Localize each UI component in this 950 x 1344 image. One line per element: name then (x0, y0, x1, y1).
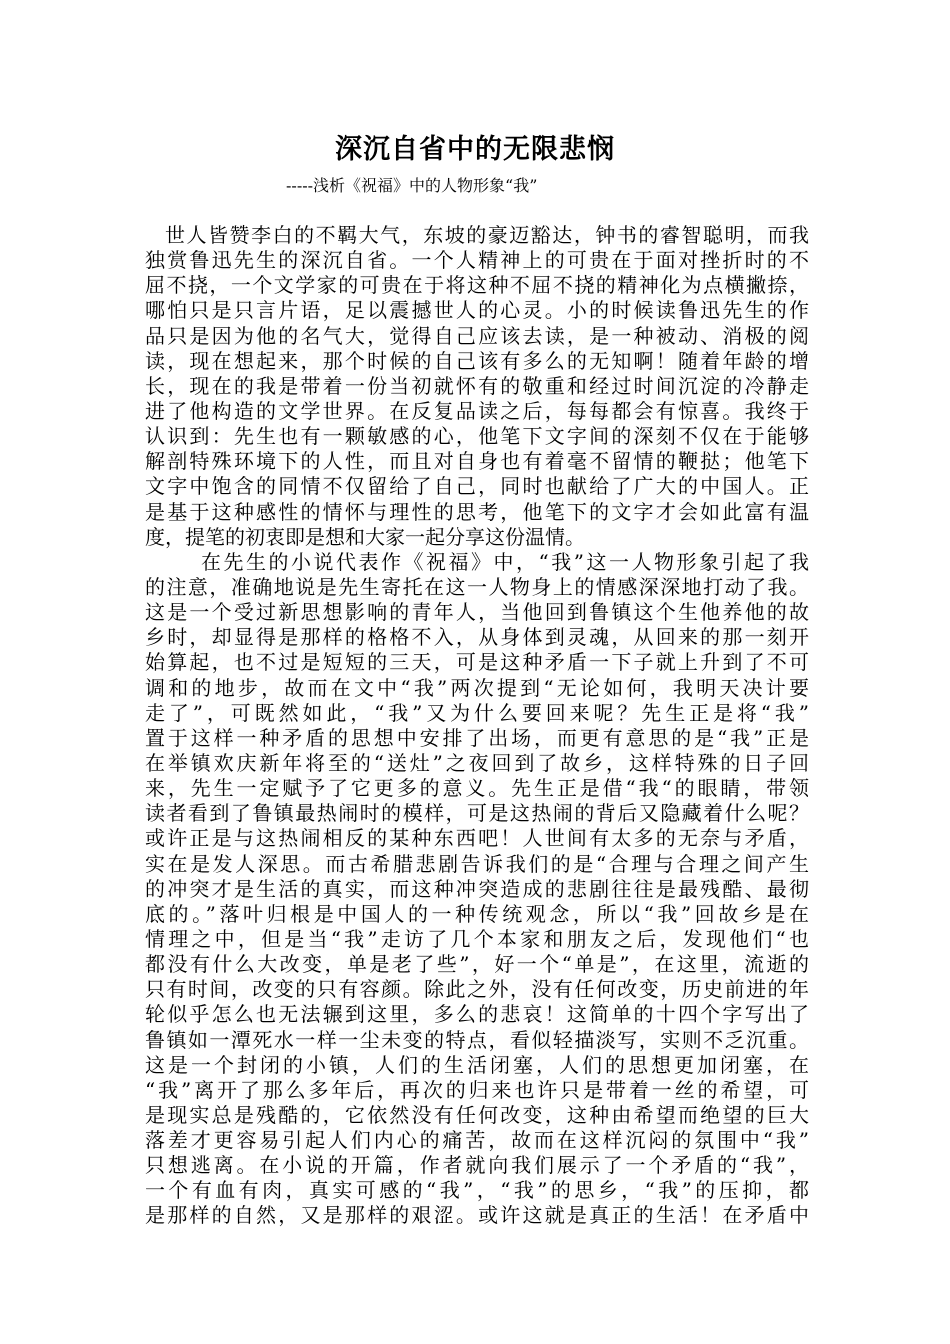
paragraph-line: 只想逃离。在小说的开篇，作者就向我们展示了一个矛盾的“我”， (145, 1153, 809, 1178)
paragraph-line: 走了”，可既然如此，“我”又为什么要回来呢？先生正是将“我” (145, 700, 809, 725)
paragraph-line: 屈不挠，一个文学家的可贵在于将这种不屈不挠的精神化为点横撇捺， (145, 273, 809, 298)
paragraph-line: 文字中饱含的同情不仅留给了自己，同时也献给了广大的中国人。正 (145, 474, 809, 499)
paragraph (145, 223, 809, 550)
paragraph (145, 550, 809, 1229)
paragraph-line: 进了他构造的文学世界。在反复品读之后，每每都会有惊喜。我终于 (145, 398, 809, 423)
paragraph-line: 在先生的小说代表作《祝福》中，“我”这一人物形象引起了我 (201, 549, 809, 574)
paragraph-line: 在举镇欢庆新年将至的“送灶”之夜回到了故乡，这样特殊的日子回 (145, 750, 809, 775)
paragraph-line: 这是一个受过新思想影响的青年人，当他回到鲁镇这个生他养他的故 (145, 600, 809, 625)
paragraph-line: 轮似乎怎么也无法辗到这里，多么的悲哀！这简单的十四个字写出了 (145, 1002, 809, 1027)
paragraph-line: 始算起，也不过是短短的三天，可是这种矛盾一下子就上升到了不可 (145, 650, 809, 675)
paragraph-line: 乡时，却显得是那样的格格不入，从身体到灵魂，从回来的那一刻开 (145, 625, 809, 650)
paragraph-line: 是那样的自然，又是那样的艰涩。或许这就是真正的生活！在矛盾中 (145, 1203, 809, 1228)
paragraph-line: 是现实总是残酷的，它依然没有任何改变，这种由希望而绝望的巨大 (145, 1102, 809, 1127)
paragraph-line: 只有时间，改变的只有容颜。除此之外，没有任何改变，历史前进的年 (145, 977, 809, 1002)
paragraph-line: 底的。”落叶归根是中国人的一种传统观念，所以“我”回故乡是在 (145, 901, 809, 926)
paragraph-line: 独赏鲁迅先生的深沉自省。一个人精神上的可贵在于面对挫折时的不 (145, 248, 809, 273)
page-subtitle: -----浅析《祝福》中的人物形象“我” (286, 176, 538, 195)
paragraph-line: 读者看到了鲁镇最热闹时的模样，可是这热闹的背后又隐藏着什么呢？ (145, 801, 809, 826)
paragraph-line: 调和的地步，故而在文中“我”两次提到“无论如何，我明天决计要 (145, 675, 809, 700)
paragraph-line: 读，现在想起来，那个时候的自己该有多么的无知啊！随着年龄的增 (145, 348, 809, 373)
paragraph-line: 实在是发人深思。而古希腊悲剧告诉我们的是“合理与合理之间产生 (145, 851, 809, 876)
paragraph-line: 的冲突才是生活的真实，而这种冲突造成的悲剧往往是最残酷、最彻 (145, 876, 809, 901)
page-title: 深沉自省中的无限悲悯 (335, 134, 615, 165)
paragraph-line: 长，现在的我是带着一份当初就怀有的敬重和经过时间沉淀的冷静走 (145, 373, 809, 398)
paragraph-line: 来，先生一定赋予了它更多的意义。先生正是借“我“的眼睛，带领 (145, 776, 809, 801)
paragraph-line: 的注意，准确地说是先生寄托在这一人物身上的情感深深地打动了我。 (145, 574, 809, 599)
paragraph-line: 哪怕只是只言片语，足以震撼世人的心灵。小的时候读鲁迅先生的作 (145, 298, 809, 323)
paragraph-line: 一个有血有肉，真实可感的“我”，“我”的思乡，“我”的压抑，都 (145, 1178, 809, 1203)
paragraph-line: 鲁镇如一潭死水一样一尘未变的特点，看似轻描淡写，实则不乏沉重。 (145, 1027, 809, 1052)
paragraph-line: 是基于这种感性的情怀与理性的思考，他笔下的文字才会如此富有温 (145, 499, 809, 524)
paragraph-line: 置于这样一种矛盾的思想中安排了出场，而更有意思的是“我”正是 (145, 725, 809, 750)
paragraph-line: 认识到：先生也有一颗敏感的心，他笔下文字间的深刻不仅在于能够 (145, 424, 809, 449)
article-body (145, 223, 809, 1229)
paragraph-line: 品只是因为他的名气大，觉得自己应该去读，是一种被动、消极的阅 (145, 323, 809, 348)
paragraph-line: 世人皆赞李白的不羁大气，东坡的豪迈豁达，钟书的睿智聪明，而我 (165, 223, 809, 247)
paragraph-line: “我”离开了那么多年后，再次的归来也许只是带着一丝的希望，可 (145, 1077, 809, 1102)
paragraph-line: 情理之中，但是当“我”走访了几个本家和朋友之后，发现他们“也 (145, 926, 809, 951)
paragraph-line: 或许正是与这热闹相反的某种东西吧！人世间有太多的无奈与矛盾， (145, 826, 809, 851)
paragraph-line: 解剖特殊环境下的人性，而且对自身也有着毫不留情的鞭挞；他笔下 (145, 449, 809, 474)
paragraph-line: 都没有什么大改变，单是老了些”，好一个“单是”，在这里，流逝的 (145, 952, 809, 977)
paragraph-line: 这是一个封闭的小镇，人们的生活闭塞，人们的思想更加闭塞，在 (145, 1052, 809, 1077)
paragraph-line: 落差才更容易引起人们内心的痛苦，故而在这样沉闷的氛围中“我” (145, 1128, 809, 1153)
paragraph-line: 度，提笔的初衷即是想和大家一起分享这份温情。 (145, 524, 585, 549)
